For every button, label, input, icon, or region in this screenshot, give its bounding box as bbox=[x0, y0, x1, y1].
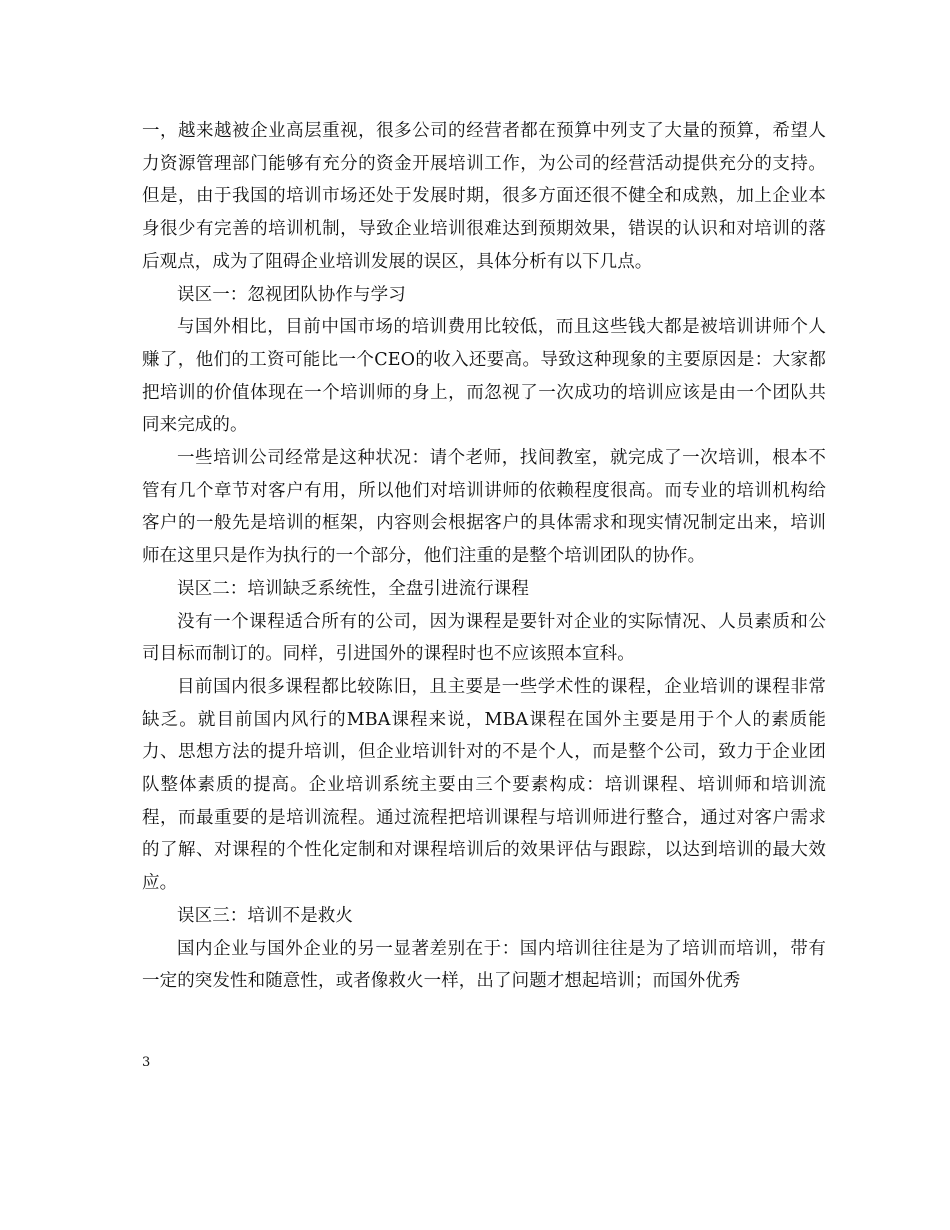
paragraph-domestic-vs-foreign: 国内企业与国外企业的另一显著差别在于：国内培训往往是为了培训而培训，带有一定的突发性和随意性，或者像救火一样，出了问题才想起培训；而国外优秀 bbox=[142, 938, 826, 992]
paragraph-outdated-courses: 目前国内很多课程都比较陈旧，且主要是一些学术性的课程，企业培训的课程非常缺乏。就目前国内风行的MBA课程来说，MBA课程在国外主要是用于个人的素质能力、思想方法的提升培训，但企业培训针对的不是个人，而是整个公司，致力于企业团队整体素质的提高。企业培训系统主要由三个要素构成：培训课程、培训师和培训流程，而最重要的是培训流程。通过流程把培训课程与培训师进行整合，通过对客户需求的了解、对课程的个性化定制和对课程培训后的效果评估与跟踪，以达到培训的最大效应。 bbox=[142, 676, 826, 894]
body-text bbox=[142, 115, 826, 998]
paragraph-no-universal-course: 没有一个课程适合所有的公司，因为课程是要针对企业的实际情况、人员素质和公司目标而制订的。同样，引进国外的课程时也不应该照本宣科。 bbox=[142, 611, 826, 665]
paragraph-intro: 一，越来越被企业高层重视，很多公司的经营者都在预算中列支了大量的预算，希望人力资源管理部门能够有充分的资金开展培训工作，为公司的经营活动提供充分的支持。但是，由于我国的培训市场还处于发展时期，很多方面还很不健全和成熟，加上企业本身很少有完善的培训机制，导致企业培训很难达到预期效果，错误的认识和对培训的落后观点，成为了阻碍企业培训发展的误区，具体分析有以下几点。 bbox=[142, 121, 826, 272]
heading-misconception-3: 误区三：培训不是救火 bbox=[177, 905, 353, 926]
paragraph-training-cost: 与国外相比，目前中国市场的培训费用比较低，而且这些钱大都是被培训讲师个人赚了，他们的工资可能比一个CEO的收入还要高。导致这种现象的主要原因是：大家都把培训的价值体现在一个培训师的身上，而忽视了一次成功的培训应该是由一个团队共同来完成的。 bbox=[142, 317, 826, 436]
heading-misconception-1: 误区一：忽视团队协作与学习 bbox=[177, 284, 406, 305]
paragraph-training-companies: 一些培训公司经常是这种状况：请个老师，找间教室，就完成了一次培训，根本不管有几个章节对客户有用，所以他们对培训讲师的依赖程度很高。而专业的培训机构给客户的一般先是培训的框架，内容则会根据客户的具体需求和现实情况制定出来，培训师在这里只是作为执行的一个部分，他们注重的是整个培训团队的协作。 bbox=[142, 448, 826, 567]
heading-misconception-2: 误区二：培训缺乏系统性，全盘引进流行课程 bbox=[177, 578, 529, 599]
page-number: 3 bbox=[142, 1055, 151, 1070]
